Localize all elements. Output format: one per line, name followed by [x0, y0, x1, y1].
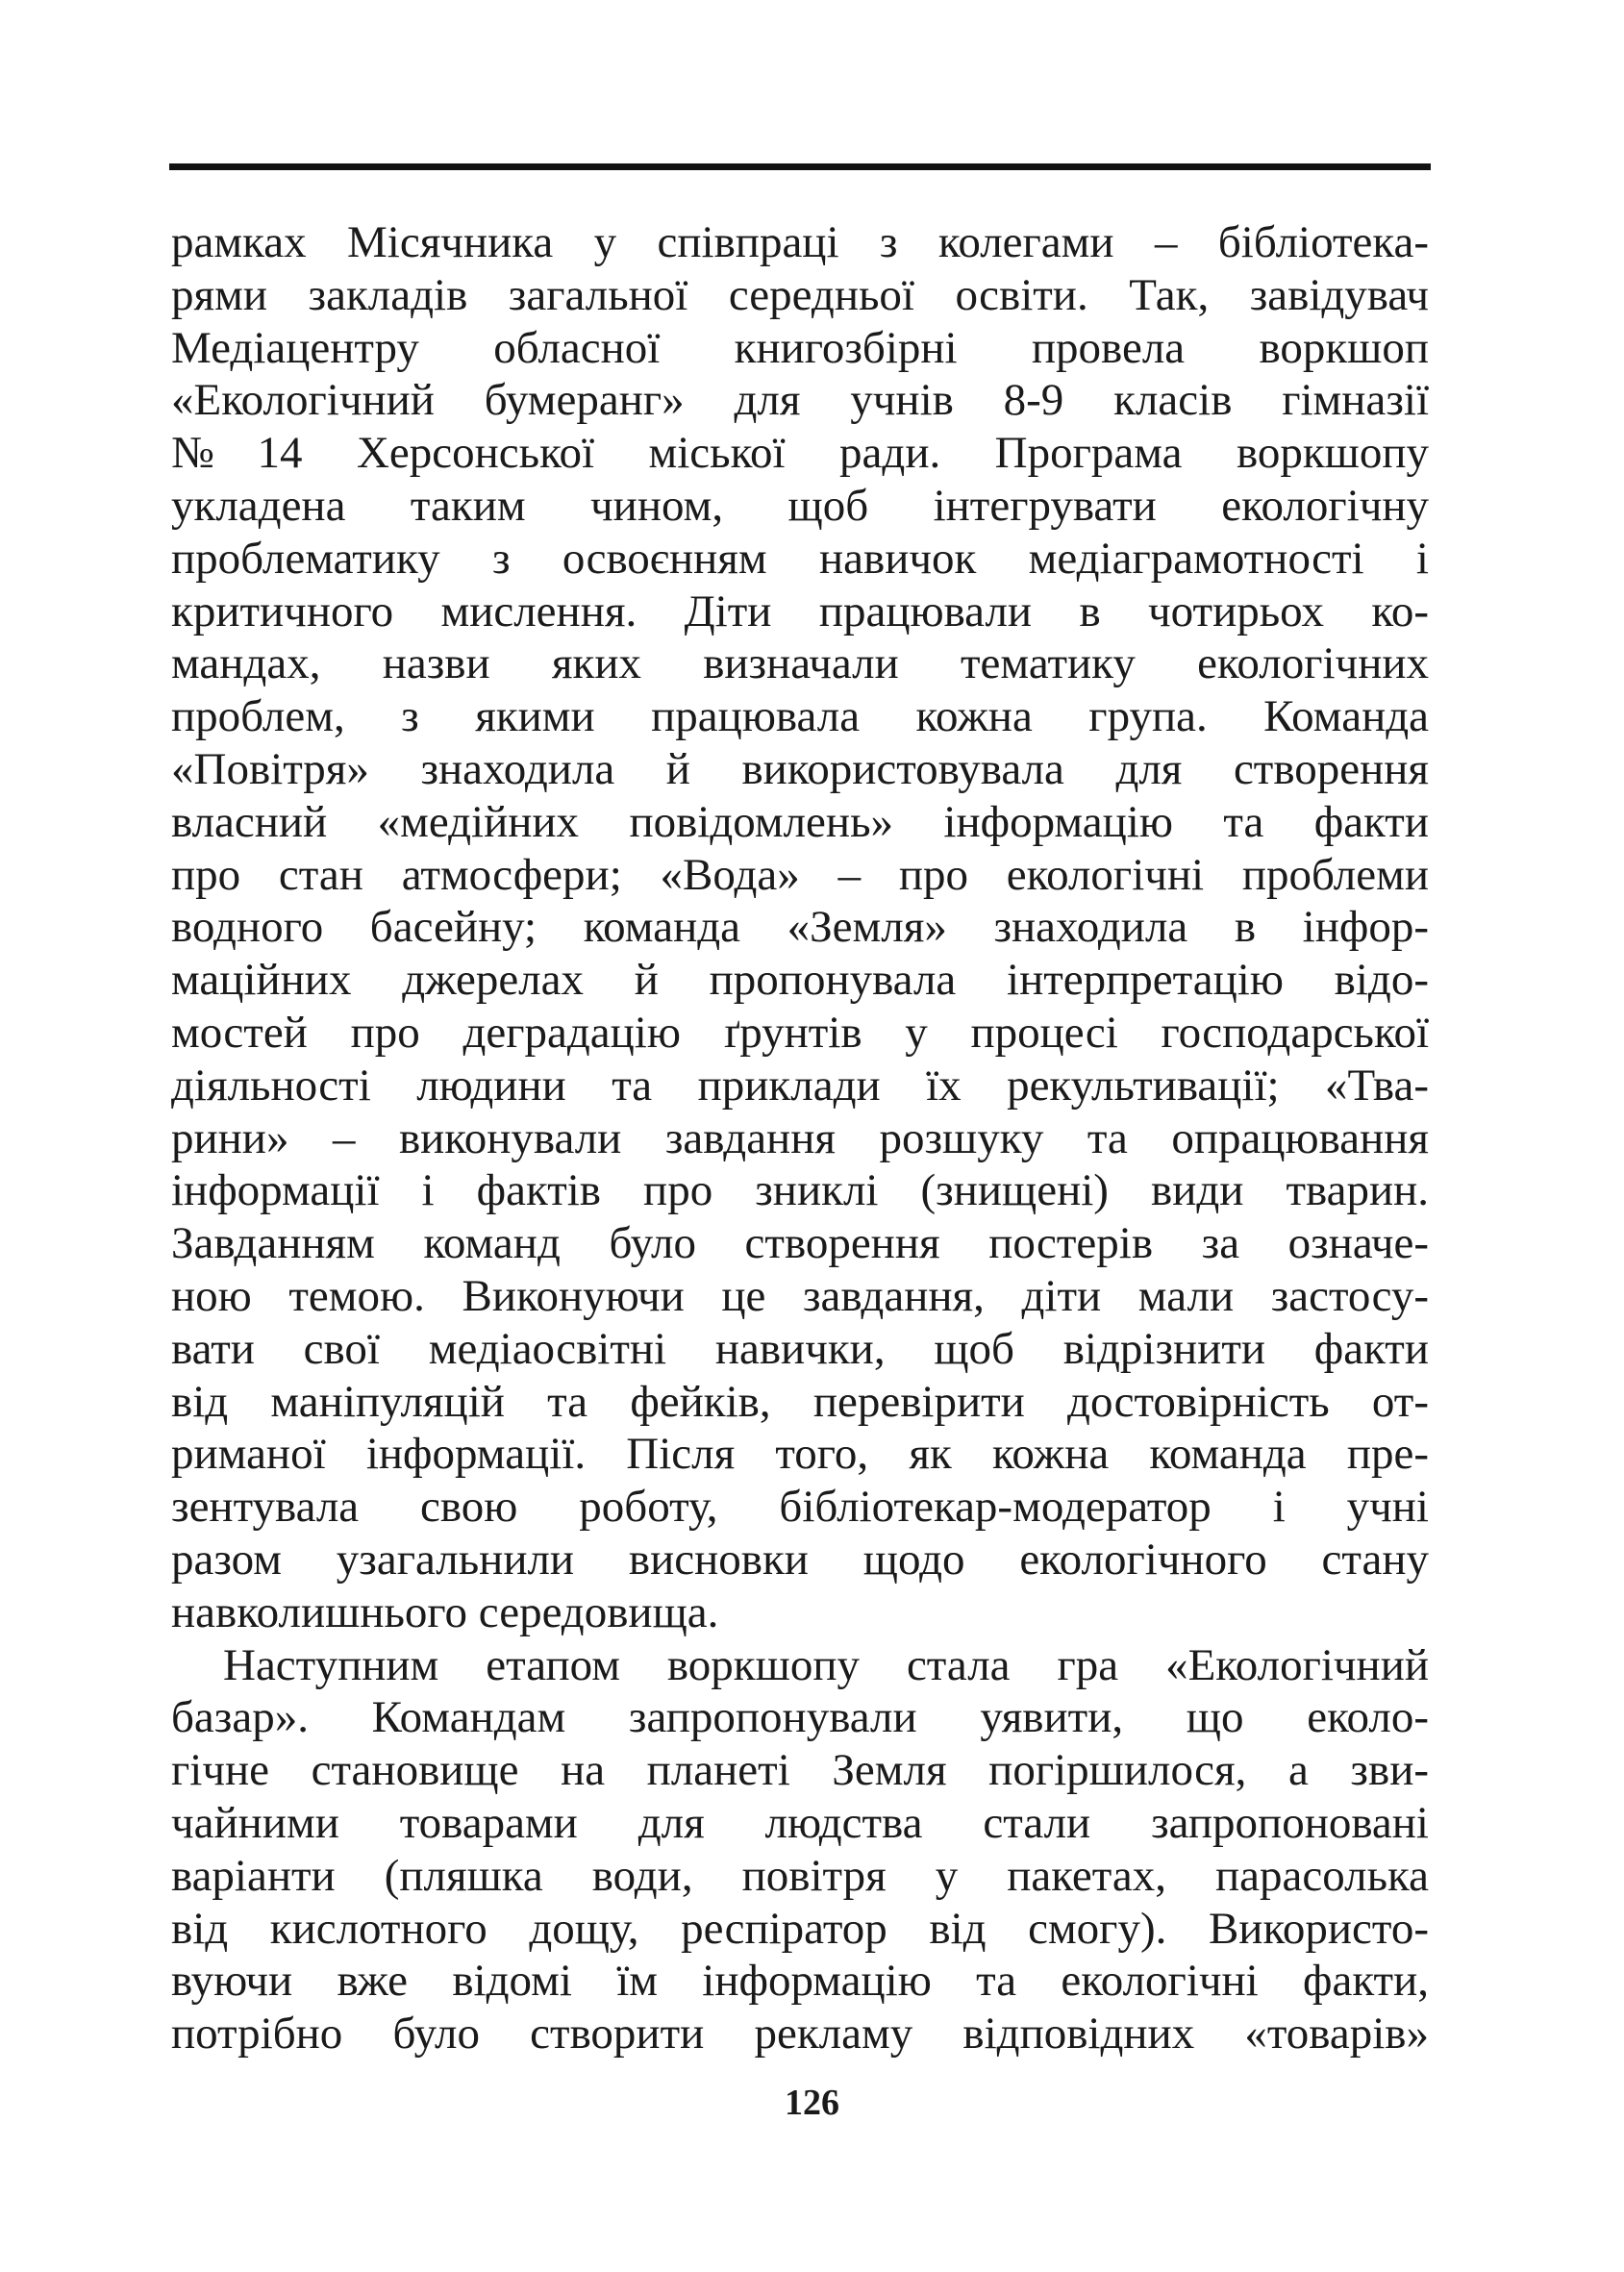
text-line: «Екологічний бумеранг» для учнів 8-9 класів гімназії — [171, 375, 1429, 426]
text-line: укладена таким чином, щоб інтегрувати екологічну — [171, 480, 1429, 531]
text-line: ною темою. Виконуючи це завдання, діти мали застосу- — [171, 1270, 1429, 1321]
text-line: №14 Херсонської міської ради. Програма воркшопу — [171, 428, 1429, 479]
text-line: зентувала свою роботу, бібліотекар-модератор і учні — [171, 1482, 1429, 1533]
text-line: інформації і фактів про зниклі (знищені) види тварин. — [171, 1165, 1429, 1216]
text-line: риманої інформації. Після того, як кожна команда пре- — [171, 1429, 1429, 1480]
text-line: від кислотного дощу, респіратор від смогу). Використо- — [171, 1903, 1429, 1954]
text-line: рини» – виконували завдання розшуку та опрацювання — [171, 1112, 1429, 1163]
text-line: Наступним етапом воркшопу стала гра «Екологічний — [223, 1639, 1429, 1690]
header-rule — [169, 163, 1431, 170]
text-line: про стан атмосфери; «Вода» – про екологічні проблеми — [171, 849, 1429, 900]
text-line: вати свої медіаосвітні навички, щоб відрізнити факти — [171, 1323, 1429, 1374]
text-line: навколишнього середовища. — [171, 1586, 719, 1637]
text-line: критичного мислення. Діти працювали в чотирьох ко- — [171, 586, 1429, 637]
text-line: «Повітря» знаходила й використовувала для створення — [171, 743, 1429, 794]
text-line: разом узагальнили висновки щодо екологічного стану — [171, 1534, 1429, 1585]
text-line: від маніпуляцій та фейків, перевірити достовірність от- — [171, 1376, 1429, 1427]
text-line: вуючи вже відомі їм інформацію та екологічні факти, — [171, 1956, 1429, 2007]
text-line: проблем, з якими працювала кожна група. Команда — [171, 691, 1429, 742]
text-line: Завданням команд було створення постерів за означе- — [171, 1218, 1429, 1269]
text-line: маційних джерелах й пропонувала інтерпретацію відо- — [171, 955, 1429, 1006]
page-number: 126 — [785, 2083, 839, 2123]
text-line: чайними товарами для людства стали запропоновані — [171, 1797, 1429, 1848]
text-line: гічне становище на планеті Земля погіршилося, а зви- — [171, 1745, 1429, 1796]
paragraph-1 — [171, 216, 1429, 1639]
text-line: базар». Командам запропонували уявити, що еколо- — [171, 1692, 1429, 1743]
text-line: власний «медійних повідомлень» інформацію та факти — [171, 796, 1429, 847]
text-line: діяльності людини та приклади їх рекультивації; «Тва- — [171, 1060, 1429, 1111]
text-line: рамках Місячника у співпраці з колегами – бібліотека- — [171, 217, 1429, 267]
body-text — [171, 216, 1429, 2060]
text-line: Медіацентру обласної книгозбірні провела воркшоп — [171, 322, 1429, 373]
text-line: водного басейну; команда «Земля» знаходила в інфор- — [171, 902, 1429, 953]
text-line: варіанти (пляшка води, повітря у пакетах, парасолька — [171, 1850, 1429, 1901]
paragraph-2 — [171, 1639, 1429, 2060]
text-line: проблематику з освоєнням навичок медіаграмотності і — [171, 533, 1429, 584]
text-line: мостей про деградацію ґрунтів у процесі господарської — [171, 1007, 1429, 1058]
text-line: потрібно було створити рекламу відповідних «товарів» — [171, 2009, 1429, 2060]
text-line: мандах, назви яких визначали тематику екологічних — [171, 638, 1429, 689]
text-line: рями закладів загальної середньої освіти. Так, завідувач — [171, 269, 1429, 320]
